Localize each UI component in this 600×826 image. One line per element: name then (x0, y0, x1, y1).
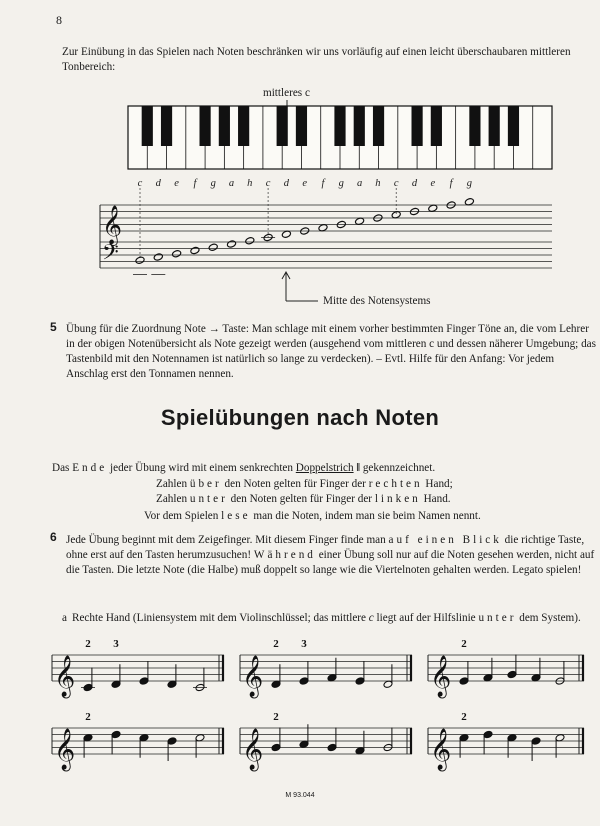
note-name-label: a (228, 178, 235, 189)
black-key (412, 106, 423, 146)
exercise-staves (0, 630, 600, 780)
note-name-row (138, 178, 472, 189)
note-name-label: d (155, 178, 161, 189)
note-name-label: e (430, 178, 436, 189)
black-key (161, 106, 172, 146)
black-key (200, 106, 211, 146)
black-key (469, 106, 480, 146)
treble-clef-icon: 𝄞 (430, 656, 452, 696)
keyboard-overview-figure (0, 0, 600, 330)
note-name-label: h (247, 178, 253, 189)
exercise-5-number: 5 (50, 320, 57, 334)
exercise-5-text: Übung für die Zuordnung Note → Taste: Man schlage mit einem vorher bestimmten Finger Töne an, die vom Lehrer in der obigen Notenübersicht als Note gezeigt werden (ausgehend vom mittleren c und dessen näherer Umgebung; das Tastenbild mit den Notennamen ist natürlich so lange zu verdecken). – Evtl. Hilfe für den Anfang: Vor jedem Anschlag erst den Tonnamen nennen. (66, 323, 596, 380)
whole-note-head (153, 253, 163, 261)
intro-paragraph: Zur Einübung in das Spielen nach Noten beschränken wir uns vorläufig auf einen leicht überschaubaren mittleren Tonbereich: (62, 46, 571, 73)
treble-clef-icon: 𝄞 (430, 729, 452, 769)
note-name-label: e (302, 178, 308, 189)
note-name-label: c (393, 178, 399, 189)
rules-line-4: Vor dem Spielen lese man die Noten, indem man sie beim Namen nennt. (144, 510, 481, 522)
note-name-label: h (375, 178, 381, 189)
rules-line-2: Zahlen über den Noten gelten für Finger der rechten Hand; (156, 478, 453, 490)
exercise-staff-4 (52, 711, 224, 771)
black-key (373, 106, 384, 146)
black-key (219, 106, 230, 146)
exercise-staff-2 (240, 638, 412, 698)
black-key (238, 106, 249, 146)
bass-clef-icon: 𝄢 (102, 240, 119, 270)
black-key (354, 106, 365, 146)
note-name-label: e (174, 178, 179, 189)
piano-keyboard (128, 106, 552, 169)
exercise-6-text: Jede Übung beginnt mit dem Zeigefinger. Mit diesem Finger finde man auf einen Blick die richtige Taste, ohne erst auf den Tasten herumzusuchen! Während einer Übung soll nur auf die Noten gesehen werden, nicht auf die Tasten. Die letzte Note (die Halbe) muß doppelt so lange wie die Viertelnoten gehalten werden. Legato spielen! (66, 534, 595, 576)
rules-line-1: Das Ende jeder Übung wird mit einem senkrechten Doppelstrich ‖ gekennzeichnet. (52, 462, 436, 474)
section-a-text: Rechte Hand (Liniensystem mit dem Violinschlüssel; das mittlere c liegt auf der Hilfslinie unter dem System). (72, 612, 581, 624)
finger-number: 2 (85, 711, 91, 723)
treble-clef-icon: 𝄞 (54, 656, 76, 696)
whole-note-head (208, 243, 218, 251)
exercise-staff-1 (52, 638, 224, 698)
finger-number: 2 (461, 638, 467, 650)
treble-clef-icon: 𝄞 (242, 729, 264, 769)
note-name-label: f (193, 178, 197, 189)
note-name-label: a (356, 178, 363, 189)
whole-note-head (245, 237, 255, 245)
black-key (508, 106, 519, 146)
finger-number: 2 (461, 711, 467, 723)
finger-number: 2 (273, 638, 279, 650)
note-name-label: d (411, 178, 418, 189)
section-heading: Spielübungen nach Noten (160, 405, 440, 430)
exercise-staff-5 (240, 711, 412, 771)
rules-line-3: Zahlen unter den Noten gelten für Finger der linken Hand. (156, 493, 451, 505)
note-name-label: g (338, 178, 344, 189)
treble-clef-icon: 𝄞 (102, 207, 123, 244)
treble-clef-icon: 𝄞 (242, 656, 264, 696)
note-name-label: c (137, 178, 143, 189)
whole-note-head (172, 250, 182, 258)
black-key (296, 106, 307, 146)
exercise-staff-6 (428, 711, 584, 771)
note-name-label: d (283, 178, 290, 189)
exercise-staff-3 (428, 638, 584, 698)
whole-note-head (226, 240, 236, 248)
note-name-label: g (466, 178, 473, 189)
black-key (334, 106, 345, 146)
middle-c-top-label: mittleres c (263, 87, 310, 99)
staff-middle-label: Mitte des Notensystems (323, 295, 431, 307)
black-key (277, 106, 288, 146)
whole-note-head (190, 246, 200, 254)
exercise-6-number: 6 (50, 530, 57, 544)
footer-catalog-number: M 93.044 (285, 792, 315, 799)
note-name-label: g (210, 178, 216, 189)
page-number: 8 (56, 13, 62, 27)
finger-number: 2 (273, 711, 279, 723)
note-name-label: f (449, 178, 453, 189)
doppelstrich-term: Doppelstrich (295, 462, 354, 474)
double-bar-symbol: ‖ (356, 462, 361, 474)
finger-number: 2 (85, 638, 91, 650)
finger-number: 3 (113, 638, 119, 650)
note-name-label: f (321, 178, 325, 189)
black-key (142, 106, 153, 146)
finger-number: 3 (301, 638, 307, 650)
note-name-label: c (265, 178, 271, 189)
black-key (431, 106, 442, 146)
black-key (489, 106, 500, 146)
treble-clef-icon: 𝄞 (54, 729, 76, 769)
grand-staff (100, 188, 552, 275)
section-a-letter: a (62, 612, 67, 624)
